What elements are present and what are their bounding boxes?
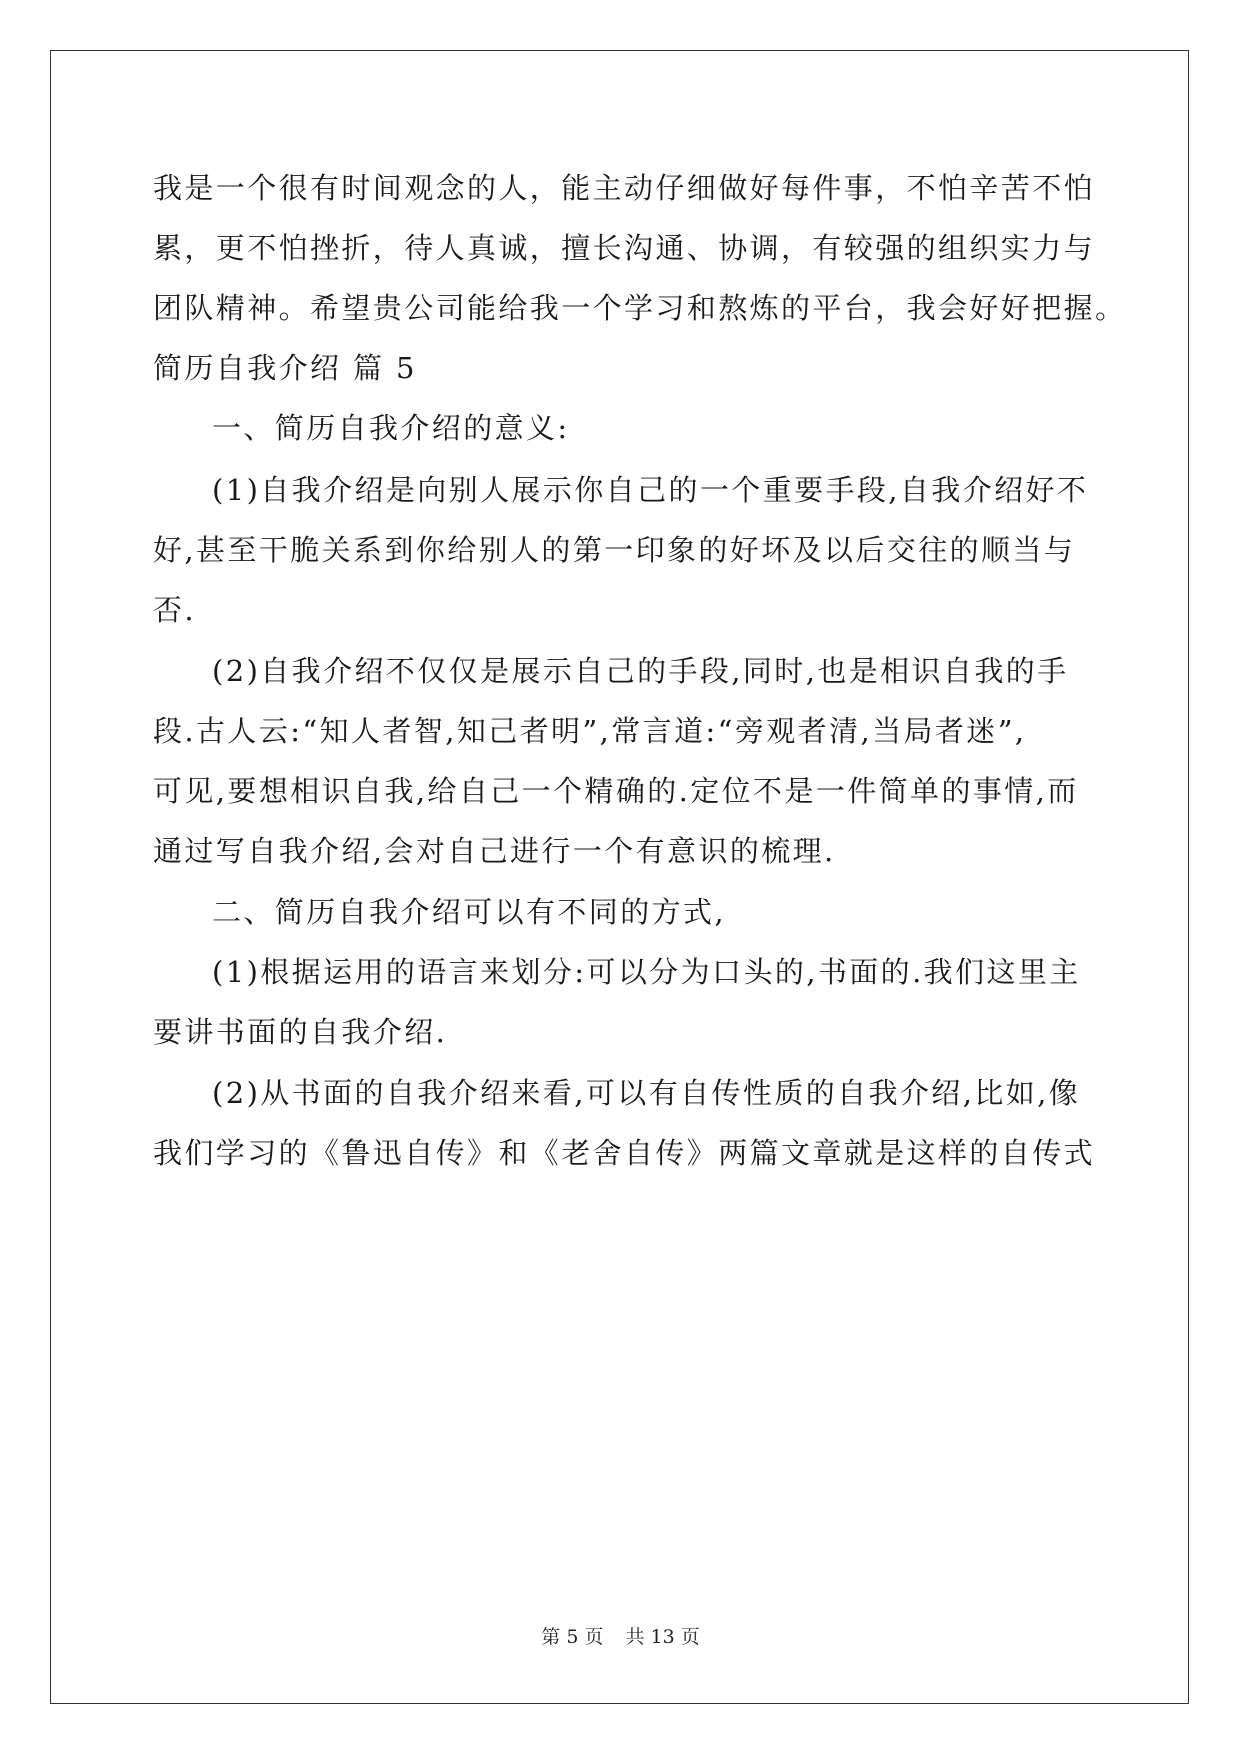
paragraph-line: 可见,要想相识自我,给自己一个精确的.定位不是一件简单的事情,而 xyxy=(153,774,1079,808)
section-heading: 简历自我介绍 篇 5 xyxy=(153,351,417,385)
paragraph-line: (2)自我介绍不仅仅是展示自己的手段,同时,也是相识自我的手 xyxy=(212,654,1069,688)
paragraph-line: 段.古人云:“知人者智,知己者明”,常言道:“旁观者清,当局者迷”, xyxy=(153,714,1027,748)
paragraph-line: 我是一个很有时间观念的人，能主动仔细做好每件事，不怕辛苦不怕 xyxy=(153,171,1096,205)
paragraph-line: (2)从书面的自我介绍来看,可以有自传性质的自我介绍,比如,像 xyxy=(212,1076,1081,1110)
paragraph-line: 否. xyxy=(153,593,197,627)
subsection-heading: 二、简历自我介绍可以有不同的方式, xyxy=(212,895,727,929)
paragraph-line: 好,甚至干脆关系到你给别人的第一印象的好坏及以后交往的顺当与 xyxy=(153,533,1076,567)
page-number: 第 5 页 xyxy=(541,1626,604,1648)
paragraph-line: 我们学习的《鲁迅自传》和《老舍自传》两篇文章就是这样的自传式 xyxy=(153,1136,1096,1170)
paragraph-line: 通过写自我介绍,会对自己进行一个有意识的梳理. xyxy=(153,834,836,868)
page-footer xyxy=(0,1622,1241,1649)
page-total: 共 13 页 xyxy=(625,1626,700,1648)
paragraph-line: 团队精神。希望贵公司能给我一个学习和熬炼的平台，我会好好把握。 xyxy=(153,291,1127,325)
paragraph-line: (1)自我介绍是向别人展示你自己的一个重要手段,自我介绍好不 xyxy=(212,473,1089,507)
paragraph-line: 要讲书面的自我介绍. xyxy=(153,1015,448,1049)
paragraph-line: 累，更不怕挫折，待人真诚，擅长沟通、协调，有较强的组织实力与 xyxy=(153,231,1096,265)
paragraph-line: (1)根据运用的语言来划分:可以分为口头的,书面的.我们这里主 xyxy=(212,955,1081,989)
subsection-heading: 一、简历自我介绍的意义: xyxy=(212,411,570,445)
